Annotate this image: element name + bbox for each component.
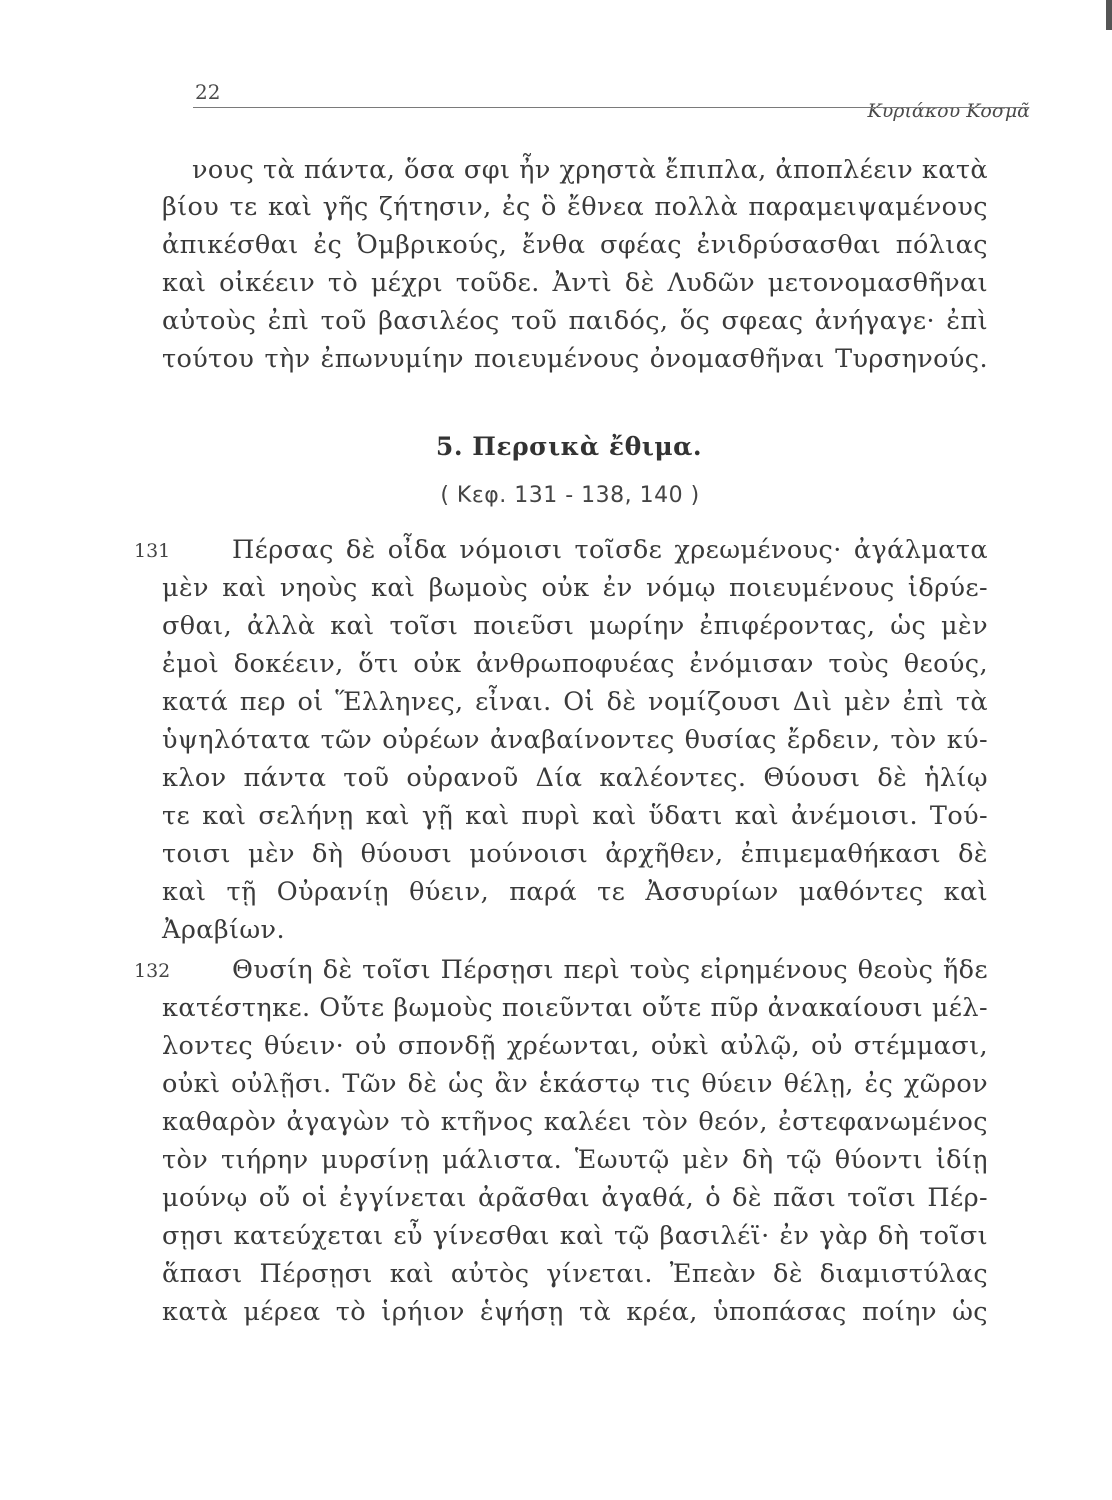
scan-edge-mark xyxy=(1106,0,1112,30)
text-line: βίου τε καὶ γῆς ζήτησιν, ἐς ὃ ἔθνεα πολλὰ παραμειψαμένους xyxy=(162,192,988,222)
section-chapter-range: ( Κεφ. 131 - 138, 140 ) xyxy=(440,483,700,508)
text-line: ἀπικέσθαι ἐς Ὀμβρικούς, ἔνθα σφέας ἐνιδρύσασθαι πόλιας xyxy=(162,230,988,260)
text-line: Θυσίη δὲ τοῖσι Πέρσῃσι περὶ τοὺς εἰρημένους θεοὺς ἥδε xyxy=(232,955,988,985)
text-line: τὸν τιήρην μυρσίνῃ μάλιστα. Ἑωυτῷ μὲν δὴ τῷ θύοντι ἰδίῃ xyxy=(162,1145,988,1175)
text-line: καθαρὸν ἀγαγὼν τὸ κτῆνος καλέει τὸν θεόν, ἐστεφανωμένος xyxy=(162,1107,988,1137)
text-line: μούνῳ οὔ οἱ ἐγγίνεται ἀρᾶσθαι ἀγαθά, ὁ δὲ πᾶσι τοῖσι Πέρ- xyxy=(162,1183,988,1213)
text-line: Πέρσας δὲ οἶδα νόμοισι τοῖσδε χρεωμένους· ἀγάλματα xyxy=(232,535,988,565)
text-line: κατὰ μέρεα τὸ ἱρήιον ἑψήσῃ τὰ κρέα, ὑποπάσας ποίην ὡς xyxy=(162,1297,988,1327)
text-line: κατά περ οἱ Ἕλληνες, εἶναι. Οἱ δὲ νομίζουσι Διὶ μὲν ἐπὶ τὰ xyxy=(162,687,988,717)
chapter-number: 131 xyxy=(134,540,171,562)
text-line: σῃσι κατεύχεται εὖ γίνεσθαι καὶ τῷ βασιλέϊ· ἐν γὰρ δὴ τοῖσι xyxy=(162,1221,988,1251)
text-line: καὶ οἰκέειν τὸ μέχρι τοῦδε. Ἀντὶ δὲ Λυδῶν μετονομασθῆναι xyxy=(162,268,988,298)
running-title: Κυριάκου Κοσμᾶ xyxy=(867,100,1030,122)
chapter-number: 132 xyxy=(134,960,171,982)
text-line: μὲν καὶ νηοὺς καὶ βωμοὺς οὐκ ἐν νόμῳ ποιευμένους ἱδρύε- xyxy=(162,573,988,603)
text-line: τε καὶ σελήνῃ καὶ γῇ καὶ πυρὶ καὶ ὕδατι καὶ ἀνέμοισι. Τού- xyxy=(162,801,988,831)
text-line: τοισι μὲν δὴ θύουσι μούνοισι ἀρχῆθεν, ἐπιμεμαθήκασι δὲ xyxy=(162,839,988,869)
text-line: Ἀραβίων. xyxy=(162,915,285,945)
text-line: κλον πάντα τοῦ οὐρανοῦ Δία καλέοντες. Θύουσι δὲ ἡλίῳ xyxy=(162,763,988,793)
page-number: 22 xyxy=(195,80,221,104)
text-line: νους τὰ πάντα, ὅσα σφι ἦν χρηστὰ ἔπιπλα, ἀποπλέειν κατὰ xyxy=(192,155,988,185)
text-line: ἅπασι Πέρσῃσι καὶ αὐτὸς γίνεται. Ἐπεὰν δὲ διαμιστύλας xyxy=(162,1259,988,1289)
text-line: καὶ τῇ Οὐρανίῃ θύειν, παρά τε Ἀσσυρίων μαθόντες καὶ xyxy=(162,877,988,907)
text-line: τούτου τὴν ἐπωνυμίην ποιευμένους ὀνομασθῆναι Τυρσηνούς. xyxy=(162,344,988,374)
header-rule xyxy=(193,107,1029,108)
text-line: οὐκὶ οὐλῇσι. Τῶν δὲ ὡς ἂν ἑκάστῳ τις θύειν θέλῃ, ἐς χῶρον xyxy=(162,1069,988,1099)
section-title: 5. Περσικὰ ἔθιμα. xyxy=(435,432,703,461)
text-line: ἐμοὶ δοκέειν, ὅτι οὐκ ἀνθρωποφυέας ἐνόμισαν τοὺς θεούς, xyxy=(162,649,988,679)
text-line: λοντες θύειν· οὐ σπονδῇ χρέωνται, οὐκὶ αὐλῷ, οὐ στέμμασι, xyxy=(162,1031,988,1061)
text-line: σθαι, ἀλλὰ καὶ τοῖσι ποιεῦσι μωρίην ἐπιφέροντας, ὡς μὲν xyxy=(162,611,988,641)
text-line: ὑψηλότατα τῶν οὐρέων ἀναβαίνοντες θυσίας ἔρδειν, τὸν κύ- xyxy=(162,725,988,755)
text-line: κατέστηκε. Οὔτε βωμοὺς ποιεῦνται οὔτε πῦρ ἀνακαίουσι μέλ- xyxy=(162,993,988,1023)
text-line: αὐτοὺς ἐπὶ τοῦ βασιλέος τοῦ παιδός, ὅς σφεας ἀνήγαγε· ἐπὶ xyxy=(162,306,988,336)
